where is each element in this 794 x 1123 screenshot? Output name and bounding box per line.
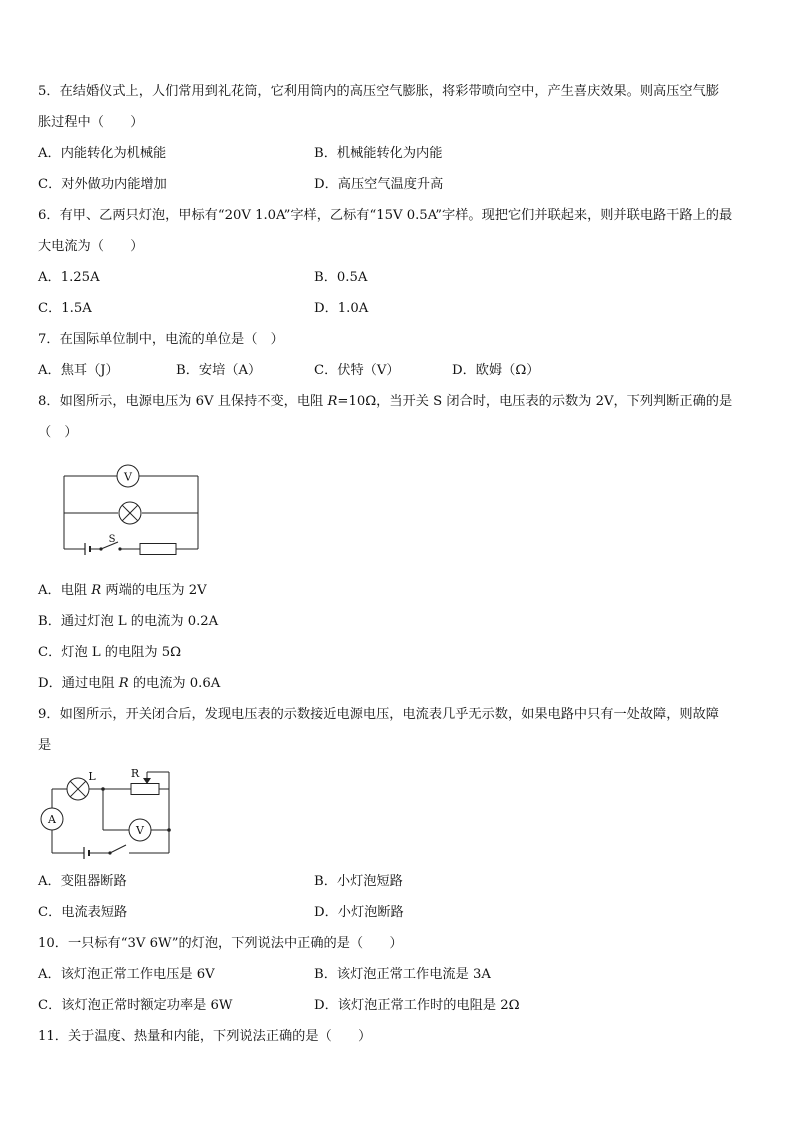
q9-voltmeter-label: V [136, 824, 144, 837]
q9-lamp-label: L [88, 770, 96, 783]
q9-ammeter-label: A [48, 813, 56, 826]
q9-option-c[interactable]: C．电流表短路 [38, 905, 128, 920]
q10-option-b[interactable]: B．该灯泡正常工作电流是 3A [314, 967, 491, 982]
q9-circuit-diagram [40, 764, 180, 860]
q10-option-d[interactable]: D．该灯泡正常工作时的电阻是 2Ω [314, 998, 520, 1013]
q10-option-c[interactable]: C．该灯泡正常时额定功率是 6W [38, 998, 233, 1013]
q5-option-c[interactable]: C．对外做功内能增加 [38, 177, 167, 192]
q7-option-c[interactable]: C．伏特（V） [314, 363, 400, 378]
q6-stem-line1: 6．有甲、乙两只灯泡，甲标有“20V 1.0A”字样，乙标有“15V 0.5A”字样。现把它们并联起来，则并联电路干路上的最 [38, 208, 733, 223]
q5-option-a[interactable]: A．内能转化为机械能 [38, 146, 167, 161]
q8-circuit-diagram [58, 460, 208, 560]
q9-option-b[interactable]: B．小灯泡短路 [314, 874, 403, 889]
q8-switch-label: S [108, 534, 116, 545]
q7-option-d[interactable]: D．欧姆（Ω） [452, 363, 540, 378]
q6-option-c[interactable]: C．1.5A [38, 301, 92, 316]
q10-stem: 10．一只标有“3V 6W”的灯泡，下列说法中正确的是（ ） [38, 936, 403, 951]
q6-option-a[interactable]: A．1.25A [38, 270, 100, 285]
q7-option-a[interactable]: A．焦耳（J） [38, 363, 119, 378]
q8-stem-line2: （ ） [38, 425, 78, 440]
q6-stem-line2: 大电流为（ ） [38, 239, 144, 254]
q5-stem-line1: 5．在结婚仪式上，人们常用到礼花筒，它利用筒内的高压空气膨胀，将彩带喷向空中，产生喜庆效果。则高压空气膨 [38, 84, 719, 99]
q9-rheostat-label: R [130, 767, 140, 780]
q7-stem: 7．在国际单位制中，电流的单位是（ ） [38, 332, 284, 347]
q8-option-c[interactable]: C．灯泡 L 的电阻为 5Ω [38, 645, 182, 660]
q10-option-a[interactable]: A．该灯泡正常工作电压是 6V [38, 967, 215, 982]
q5-stem-line2: 胀过程中（ ） [38, 115, 144, 130]
q11-stem: 11．关于温度、热量和内能，下列说法正确的是（ ） [38, 1029, 372, 1044]
q6-option-b[interactable]: B．0.5A [314, 270, 368, 285]
q6-option-d[interactable]: D．1.0A [314, 301, 369, 316]
q9-stem-line1: 9．如图所示，开关闭合后，发现电压表的示数接近电源电压，电流表几乎无示数，如果电路中只有一处故障，则故障 [38, 707, 719, 722]
q5-option-b[interactable]: B．机械能转化为内能 [314, 146, 443, 161]
q9-option-d[interactable]: D．小灯泡断路 [314, 905, 404, 920]
q7-option-b[interactable]: B．安培（A） [176, 363, 262, 378]
q8-option-a[interactable]: A．电阻 R 两端的电压为 2V [38, 583, 207, 598]
q8-voltmeter-label: V [124, 470, 132, 484]
q9-stem-line2: 是 [38, 738, 52, 753]
q5-option-d[interactable]: D．高压空气温度升高 [314, 177, 444, 192]
q8-option-d[interactable]: D．通过电阻 R 的电流为 0.6A [38, 676, 221, 691]
q8-option-b[interactable]: B．通过灯泡 L 的电流为 0.2A [38, 614, 219, 629]
q9-option-a[interactable]: A．变阻器断路 [38, 874, 127, 889]
q8-stem-line1: 8．如图所示，电源电压为 6V 且保持不变，电阻 R=10Ω，当开关 S 闭合时，电压表的示数为 2V，下列判断正确的是 [38, 394, 733, 409]
